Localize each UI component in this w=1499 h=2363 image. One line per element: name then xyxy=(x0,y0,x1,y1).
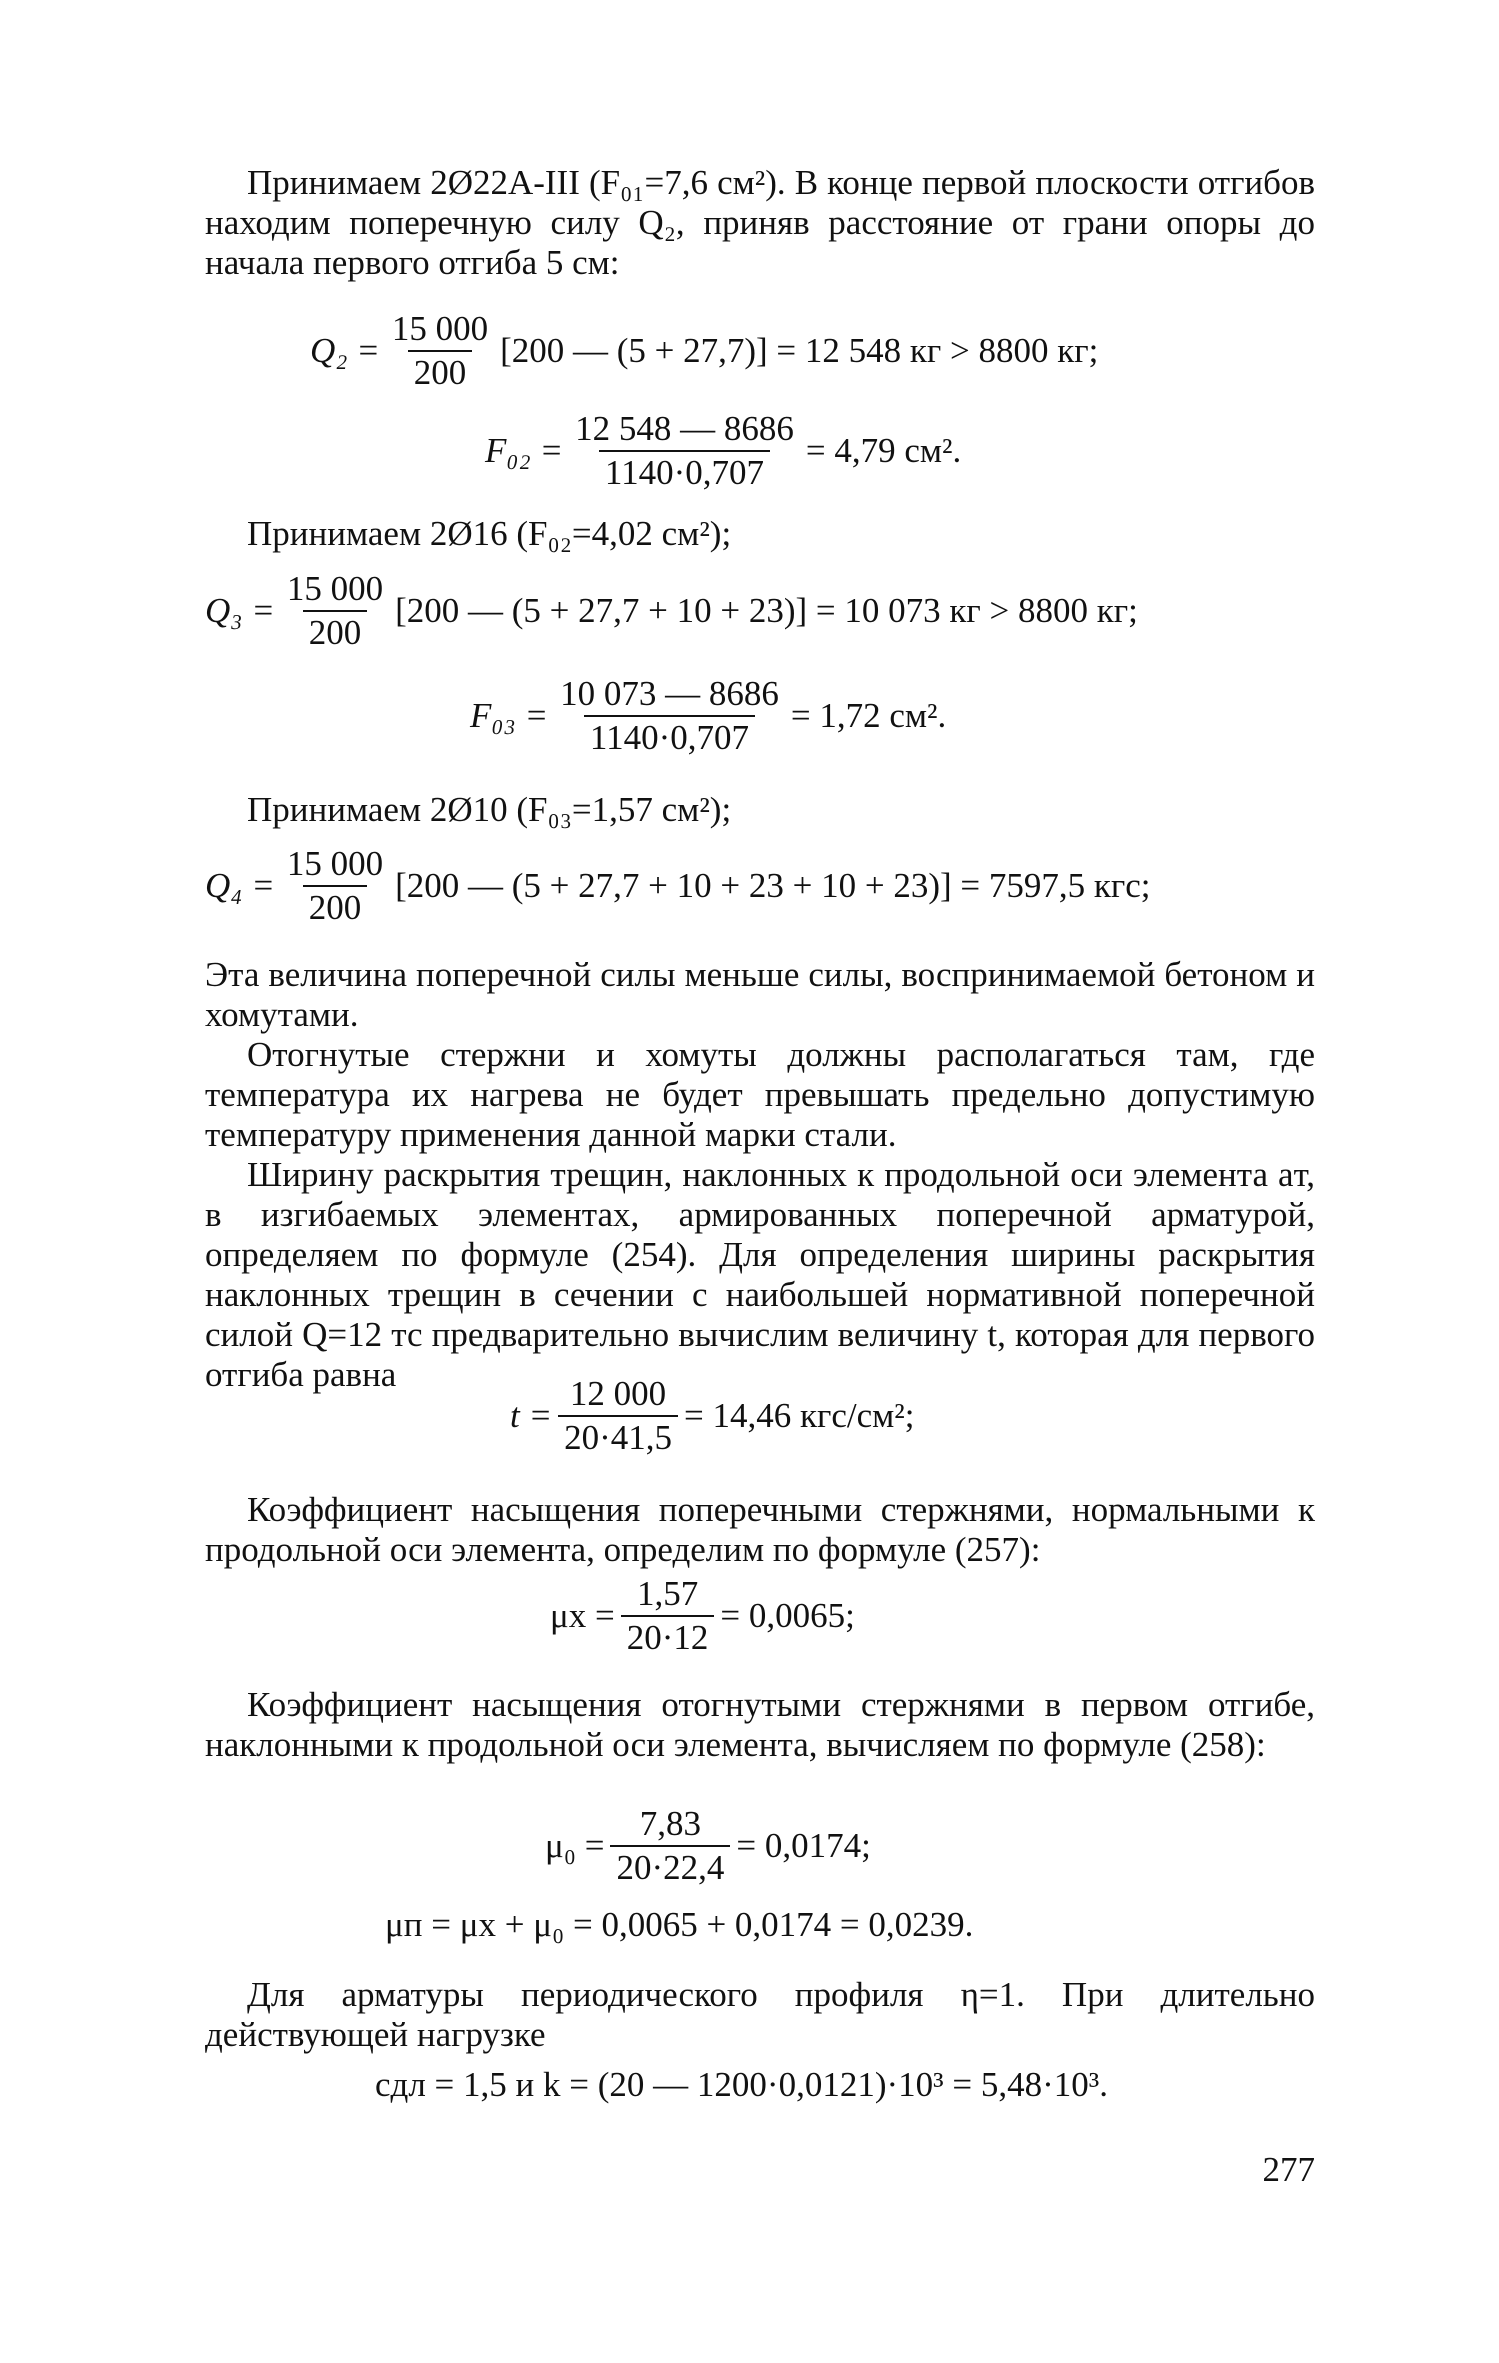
equation-q4-denominator: 200 xyxy=(303,885,368,927)
equation-t-lhs: t = xyxy=(510,1396,553,1435)
equation-t xyxy=(510,1375,915,1457)
equation-mux-rhs: = 0,0065; xyxy=(720,1596,855,1635)
paragraph-1: Принимаем 2Ø22А-III (F₀₁=7,6 см²). В конце первой плоскости отгибов находим поперечную силу Q₂, приняв расстояние от грани опоры до начала первого отгиба 5 см: xyxy=(205,163,1315,282)
equation-mu0-fraction xyxy=(610,1805,730,1887)
paragraph-7: Коэффициент насыщения поперечными стержнями, нормальными к продольной оси элемента, определим по формуле (257): xyxy=(205,1490,1315,1569)
equation-q3-numerator: 15 000 xyxy=(286,569,384,608)
equation-mux-denominator: 20·12 xyxy=(621,1615,715,1657)
equation-mux-fraction xyxy=(621,1575,715,1657)
paragraph-4: Эта величина поперечной силы меньше силы, воспринимаемой бетоном и хомутами. xyxy=(205,955,1315,1034)
equation-t-rhs: = 14,46 кгс/см²; xyxy=(684,1396,915,1435)
equation-f03-numerator: 10 073 — 8686 xyxy=(560,674,779,713)
equation-q3 xyxy=(205,570,1138,652)
equation-q4-numerator: 15 000 xyxy=(286,844,384,883)
equation-f03-fraction xyxy=(554,675,785,757)
equation-q2-rhs: [200 — (5 + 27,7)] = 12 548 кг > 8800 кг; xyxy=(500,331,1099,370)
equation-q2 xyxy=(310,310,1098,392)
equation-cdl-text: cдл = 1,5 и k = (20 — 1200·0,0121)·10³ = 5,48·10³. xyxy=(375,2065,1109,2104)
equation-f03-lhs: F₀₃ = xyxy=(470,696,549,735)
equation-mu0 xyxy=(545,1805,871,1887)
equation-q3-denominator: 200 xyxy=(303,610,368,652)
paragraph-9: Для арматуры периодического профиля η=1. При длительно действующей нагрузке xyxy=(205,1975,1315,2054)
equation-f02-lhs: F₀₂ = xyxy=(485,431,564,470)
equation-f02-rhs: = 4,79 см². xyxy=(805,431,962,470)
equation-q2-denominator: 200 xyxy=(408,350,473,392)
equation-mux-numerator: 1,57 xyxy=(636,1574,699,1613)
equation-q3-fraction xyxy=(281,570,389,652)
equation-f02-fraction xyxy=(569,410,800,492)
equation-mux-lhs: μx = xyxy=(550,1596,615,1635)
equation-f03 xyxy=(470,675,946,757)
paragraph-8: Коэффициент насыщения отогнутыми стержнями в первом отгибе, наклонными к продольной оси элемента, вычисляем по формуле (258): xyxy=(205,1685,1315,1764)
page-number: 277 xyxy=(1262,2150,1315,2189)
equation-f02 xyxy=(485,410,961,492)
equation-q4-fraction xyxy=(281,845,389,927)
paragraph-6: Ширину раскрытия трещин, наклонных к продольной оси элемента aт, в изгибаемых элементах, армированных поперечной арматурой, определяем по формуле (254). Для определения ширины раскрытия наклонных трещин в сечении с наибольшей нормативной поперечной силой Q=12 тс предварительно вычислим величину t, которая для первого отгиба равна xyxy=(205,1155,1315,1394)
equation-q3-lhs: Q₃ = xyxy=(205,591,275,630)
equation-q2-numerator: 15 000 xyxy=(391,309,489,348)
equation-q4-lhs: Q₄ = xyxy=(205,866,275,905)
equation-t-denominator: 20·41,5 xyxy=(558,1415,678,1457)
equation-mu0-denominator: 20·22,4 xyxy=(610,1845,730,1887)
paragraph-3: Принимаем 2Ø10 (F₀₃=1,57 см²); xyxy=(247,790,732,829)
equation-f03-denominator: 1140·0,707 xyxy=(584,715,755,757)
equation-mux xyxy=(550,1575,855,1657)
paragraph-2: Принимаем 2Ø16 (F₀₂=4,02 см²); xyxy=(247,514,732,553)
equation-mu0-lhs: μ₀ = xyxy=(545,1826,605,1865)
equation-t-fraction xyxy=(558,1375,678,1457)
equation-q2-lhs: Q₂ = xyxy=(310,331,380,370)
equation-mun xyxy=(385,1905,973,1945)
equation-q3-rhs: [200 — (5 + 27,7 + 10 + 23)] = 10 073 кг > 8800 кг; xyxy=(395,591,1138,630)
equation-f02-numerator: 12 548 — 8686 xyxy=(575,409,794,448)
equation-mun-text: μп = μx + μ₀ = 0,0065 + 0,0174 = 0,0239. xyxy=(385,1905,974,1944)
equation-q2-fraction xyxy=(386,310,494,392)
equation-f02-denominator: 1140·0,707 xyxy=(599,450,770,492)
equation-q4-rhs: [200 — (5 + 27,7 + 10 + 23 + 10 + 23)] = 7597,5 кгс; xyxy=(395,866,1151,905)
equation-mu0-rhs: = 0,0174; xyxy=(736,1826,871,1865)
equation-mu0-numerator: 7,83 xyxy=(639,1804,702,1843)
document-page xyxy=(205,0,1315,2363)
equation-cdl xyxy=(375,2065,1108,2105)
paragraph-5: Отогнутые стержни и хомуты должны располагаться там, где температура их нагрева не будет превышать предельно допустимую температуру применения данной марки стали. xyxy=(205,1035,1315,1154)
equation-q4 xyxy=(205,845,1151,927)
equation-t-numerator: 12 000 xyxy=(569,1374,667,1413)
equation-f03-rhs: = 1,72 см². xyxy=(790,696,947,735)
